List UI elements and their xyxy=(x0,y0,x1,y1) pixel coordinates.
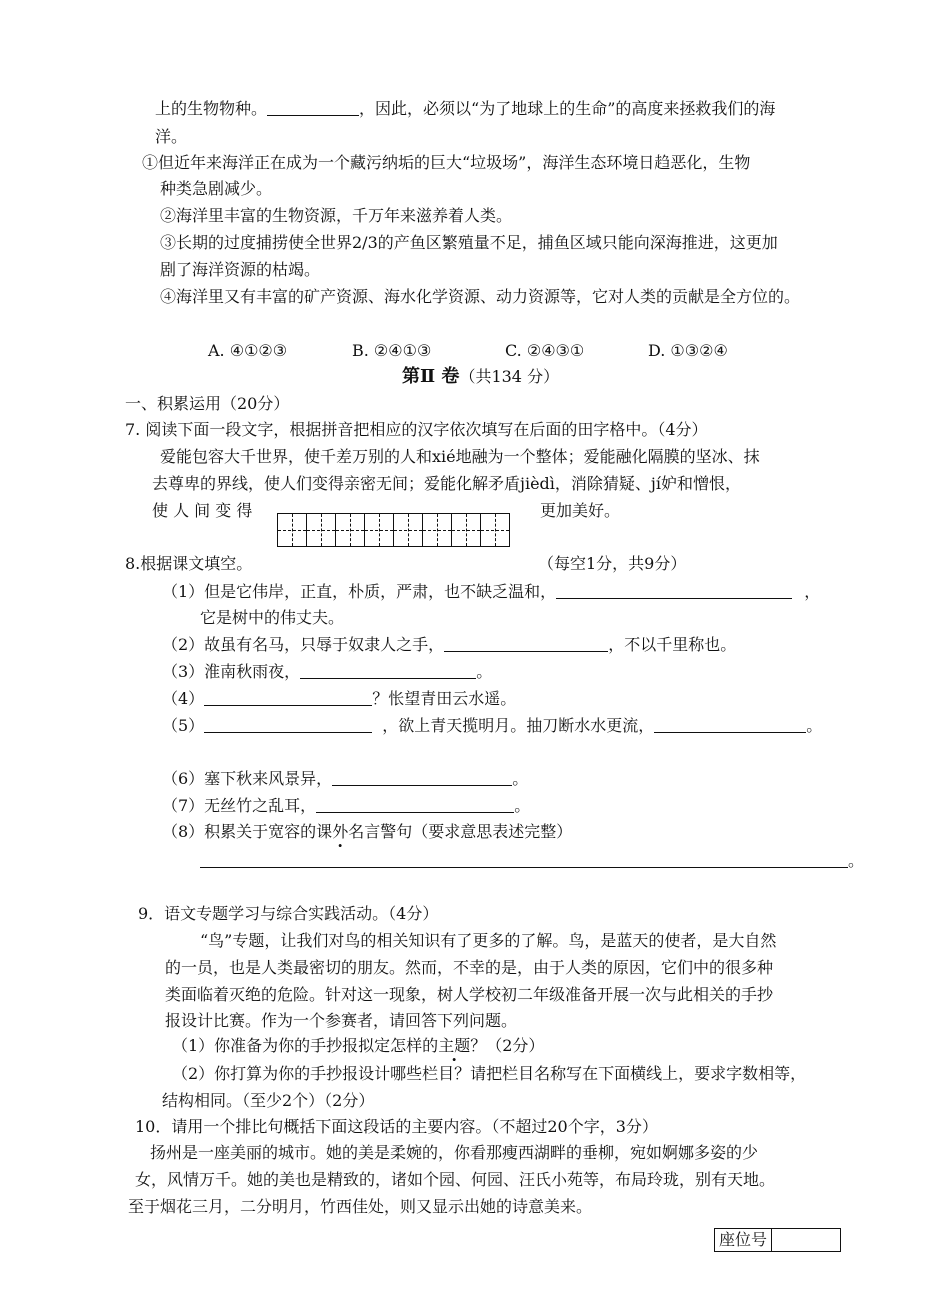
answer-blank[interactable] xyxy=(654,716,806,733)
choice-c[interactable]: C. ②④③① xyxy=(505,341,585,360)
q8-item-1-cont: 它是树中的伟丈夫。 xyxy=(200,608,345,627)
q8-item-3: （3）淮南秋雨夜， 。 xyxy=(162,662,493,681)
q8-item-8: （8）积累关于宽容的课外名言警句（要求意思表述完整） xyxy=(162,822,573,841)
q8-item-8-line: 。 xyxy=(200,850,864,872)
option-1-line-2: 种类急剧减少。 xyxy=(160,179,273,198)
q8-item-4: （4） ？怅望青田云水遥。 xyxy=(162,689,517,708)
choice-d[interactable]: D. ①③②④ xyxy=(648,341,728,360)
option-2: ②海洋里丰富的生物资源，千万年来滋养着人类。 xyxy=(160,206,513,225)
answer-blank[interactable] xyxy=(332,769,512,786)
grid-cell[interactable] xyxy=(480,513,510,547)
grid-cell[interactable] xyxy=(364,513,394,547)
q8-score: （每空1分，共9分） xyxy=(538,554,687,573)
q10-para-3: 至于烟花三月，二分明月，竹西佳处，则又显示出她的诗意美来。 xyxy=(128,1197,593,1216)
q10-para-2: 女，风情万千。她的美也是精致的，诸如个园、何园、汪氏小苑等，布局玲珑，别有天地。 xyxy=(135,1170,776,1189)
choice-b[interactable]: B. ②④①③ xyxy=(352,341,432,360)
q6-line-2: 洋。 xyxy=(155,127,188,146)
q7-heading: 7. 阅读下面一段文字，根据拼音把相应的汉字依次填写在后面的田字格中。（4分） xyxy=(125,420,708,439)
grid-cell[interactable] xyxy=(422,513,452,547)
section-title: 第Ⅱ 卷（共134 分） xyxy=(402,366,560,387)
q8-heading: 8.根据课文填空。 xyxy=(125,554,253,573)
q10-para-1: 扬州是一座美丽的城市。她的美是柔婉的，你看那瘦西湖畔的垂柳，宛如婀娜多姿的少 xyxy=(150,1143,759,1162)
answer-blank[interactable] xyxy=(300,662,476,679)
q6-line-1: 上的生物物种。 ，因此，必须以“为了地球上的生命”的高度来拯救我们的海 xyxy=(155,99,776,118)
option-3-line-1: ③长期的过度捕捞使全世界2/3的产鱼区繁殖量不足，捕鱼区域只能向深海推进，这更加 xyxy=(160,233,778,252)
q9-para-2: 的一员，也是人类最密切的朋友。然而，不幸的是，由于人类的原因，它们中的很多种 xyxy=(165,958,774,977)
answer-blank[interactable] xyxy=(200,851,848,868)
grid-cell[interactable] xyxy=(306,513,336,547)
q6-answer-blank[interactable] xyxy=(267,99,359,116)
q8-item-5: （5） ，欲上青天揽明月。抽刀断水水更流， 。 xyxy=(162,716,823,735)
q8-item-1: （1）但是它伟岸，正直，朴质，严肃，也不缺乏温和， ， xyxy=(162,582,821,601)
seat-number-label: 座位号 xyxy=(715,1229,772,1251)
q7-text-3: 使 人 间 变 得 xyxy=(152,501,253,520)
answer-blank[interactable] xyxy=(444,635,608,652)
q7-text-2: 去尊卑的界线，使人们变得亲密无间；爱能化解矛盾jièdì，消除猜疑、jí妒和憎恨， xyxy=(152,474,741,493)
part-1-heading: 一、积累运用（20分） xyxy=(125,394,290,413)
seat-number-box xyxy=(714,1228,841,1252)
q9-sub-2: （2）你打算为你的手抄报设计哪些栏目？请把栏目名称写在下面横线上，要求字数相等， xyxy=(172,1064,807,1083)
q7-text-3-end: 更加美好。 xyxy=(540,501,621,520)
q9-sub-1: （1）你准备为你的手抄报拟定怎样的主题？（2分） xyxy=(172,1036,545,1055)
grid-cell[interactable] xyxy=(393,513,423,547)
choice-a[interactable]: A. ④①②③ xyxy=(208,341,288,360)
q9-para-4: 报设计比赛。作为一个参赛者，请回答下列问题。 xyxy=(165,1011,518,1030)
option-1-line-1: ①但近年来海洋正在成为一个藏污纳垢的巨大“垃圾场”，海洋生态环境日趋恶化，生物 xyxy=(142,153,751,172)
q9-heading: 9．语文专题学习与综合实践活动。（4分） xyxy=(138,904,439,923)
q9-para-3: 类面临着灭绝的危险。针对这一现象，树人学校初二年级准备开展一次与此相关的手抄 xyxy=(165,985,774,1004)
option-4: ④海洋里又有丰富的矿产资源、海水化学资源、动力资源等，它对人类的贡献是全方位的。 xyxy=(160,287,801,306)
q8-item-2: （2）故虽有名马，只辱于奴隶人之手， ，不以千里称也。 xyxy=(162,635,737,654)
q7-text-1: 爱能包容大千世界，使千差万别的人和xié地融为一个整体；爱能融化隔膜的坚冰、抹 xyxy=(160,447,760,466)
option-3-line-2: 剧了海洋资源的枯竭。 xyxy=(160,260,321,279)
q9-para-1: “鸟”专题，让我们对鸟的相关知识有了更多的了解。鸟，是蓝天的使者，是大自然 xyxy=(200,931,777,950)
answer-blank[interactable] xyxy=(204,689,372,706)
q8-item-6: （6）塞下秋来风景异， 。 xyxy=(162,769,529,788)
answer-blank[interactable] xyxy=(556,582,792,599)
seat-number-field[interactable] xyxy=(772,1229,840,1251)
grid-cell[interactable] xyxy=(451,513,481,547)
q10-heading: 10．请用一个排比句概括下面这段话的主要内容。（不超过20个字，3分） xyxy=(135,1117,658,1136)
answer-blank[interactable] xyxy=(316,796,514,813)
answer-blank[interactable] xyxy=(204,716,372,733)
tianzige-grid[interactable] xyxy=(278,513,510,547)
grid-cell[interactable] xyxy=(277,513,307,547)
grid-cell[interactable] xyxy=(335,513,365,547)
q9-sub-2-cont: 结构相同。（至少2个）（2分） xyxy=(162,1091,375,1110)
q8-item-7: （7）无丝竹之乱耳， 。 xyxy=(162,796,531,815)
